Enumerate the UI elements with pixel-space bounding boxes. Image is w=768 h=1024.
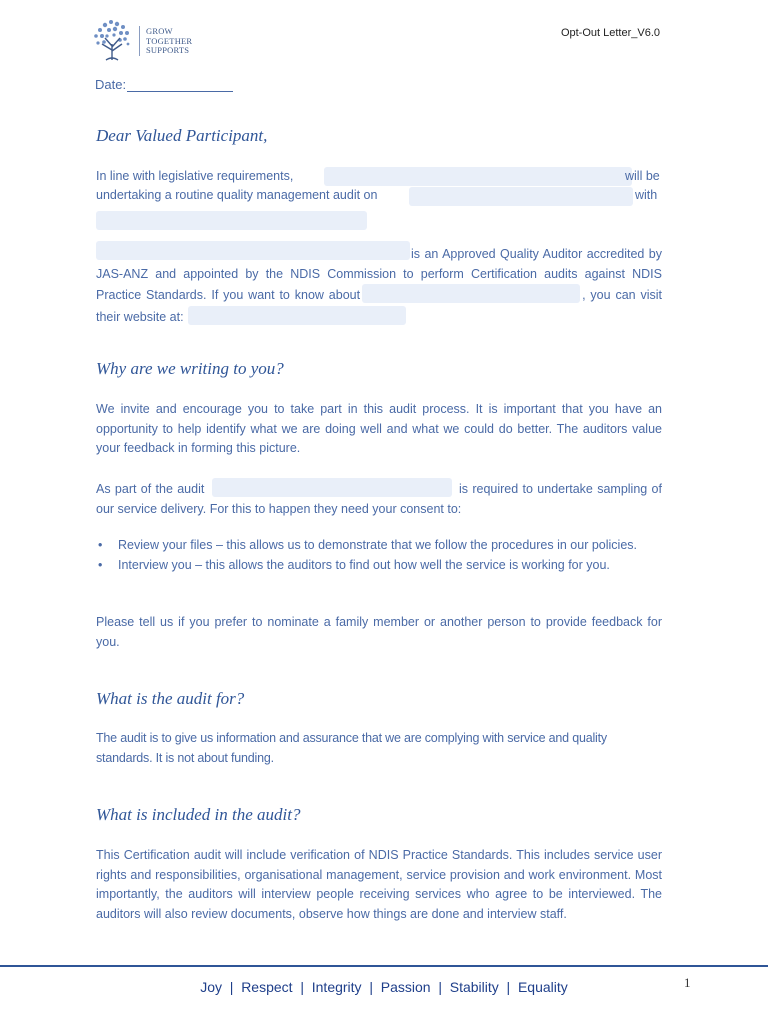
date-label: Date: [95,77,127,92]
document-reference: Opt-Out Letter_V6.0 [560,27,660,39]
why-paragraph-3: Please tell us if you prefer to nominate a family member or another person to provide feedback for you. [96,615,662,649]
redacted-field [362,284,580,303]
list-item [96,556,662,576]
list-item [96,536,662,556]
consent-list [96,536,662,575]
bullet-icon: • [98,538,103,552]
logo-wordmark [146,27,192,56]
included-paragraph: This Certification audit will include verification of NDIS Practice Standards. This includes service user rights and responsibilities, organisational management, service provision and work environment. Most importantly, the auditors will interview people receiving services who agree to be interviewed. The auditors will also review documents, observe how things are done and interview staff. [96,848,662,921]
audit-for-paragraph: The audit is to give us information and assurance that we are complying with service and quality standards. It is not about funding. [96,731,607,765]
redacted-field [409,187,633,206]
intro-paragraph-2 [96,245,662,327]
intro-will-be: will be [625,169,660,183]
why-paragraph-1: We invite and encourage you to take part in this audit process. It is important that you have an opportunity to help identify what we are doing well and what we could do better. The auditors value your feedback in forming this picture. [96,402,662,455]
list-item-text: Review your files – this allows us to demonstrate that we follow the procedures in our policies. [118,538,638,552]
redacted-field [96,211,367,230]
logo-line-3: SUPPORTS [146,45,190,55]
date-blank-line [127,91,233,92]
redacted-field [324,167,632,186]
bullet-icon: • [98,557,103,572]
why-paragraph-2 [96,478,662,519]
list-item-text: Interview you – this allows the auditors to find out how well the service is working for you. [118,557,610,572]
footer-values: Joy | Respect | Integrity | Passion | Stability | Equality [200,979,568,995]
footer-rule [0,965,768,967]
logo-divider [139,26,140,56]
section-heading-why: Why are we writing to you? [96,359,284,378]
intro-with: with [635,188,658,202]
intro-text-1: In line with legislative requirements, [96,169,294,183]
why-p2-end: is required to undertake sampling of our service delivery. For this to happen they need your consent to: [96,482,662,516]
redacted-field [188,306,406,325]
intro-paragraph-1 [96,167,662,187]
website-text: , you can visit their website at: [96,288,662,324]
greeting: Dear Valued Participant, [96,126,268,145]
page-number: 1 [684,975,691,990]
redacted-field [212,478,452,497]
intro-line-1 [96,167,662,187]
logo-line-2: TOGETHER [146,35,193,46]
logo-line-1: GROW [146,26,173,36]
section-heading-included: What is included in the audit? [96,805,301,824]
intro-audit-on: undertaking a routine quality management audit on [96,188,378,202]
why-p2-start: As part of the audit [96,482,205,496]
auditor-accreditation-text: is an Approved Quality Auditor accredited by JAS-ANZ and appointed by the NDIS Commission to perform Certification audits against NDIS Practice Standards. If you want to know about [96,247,662,302]
section-heading-audit-for: What is the audit for? [96,689,245,708]
